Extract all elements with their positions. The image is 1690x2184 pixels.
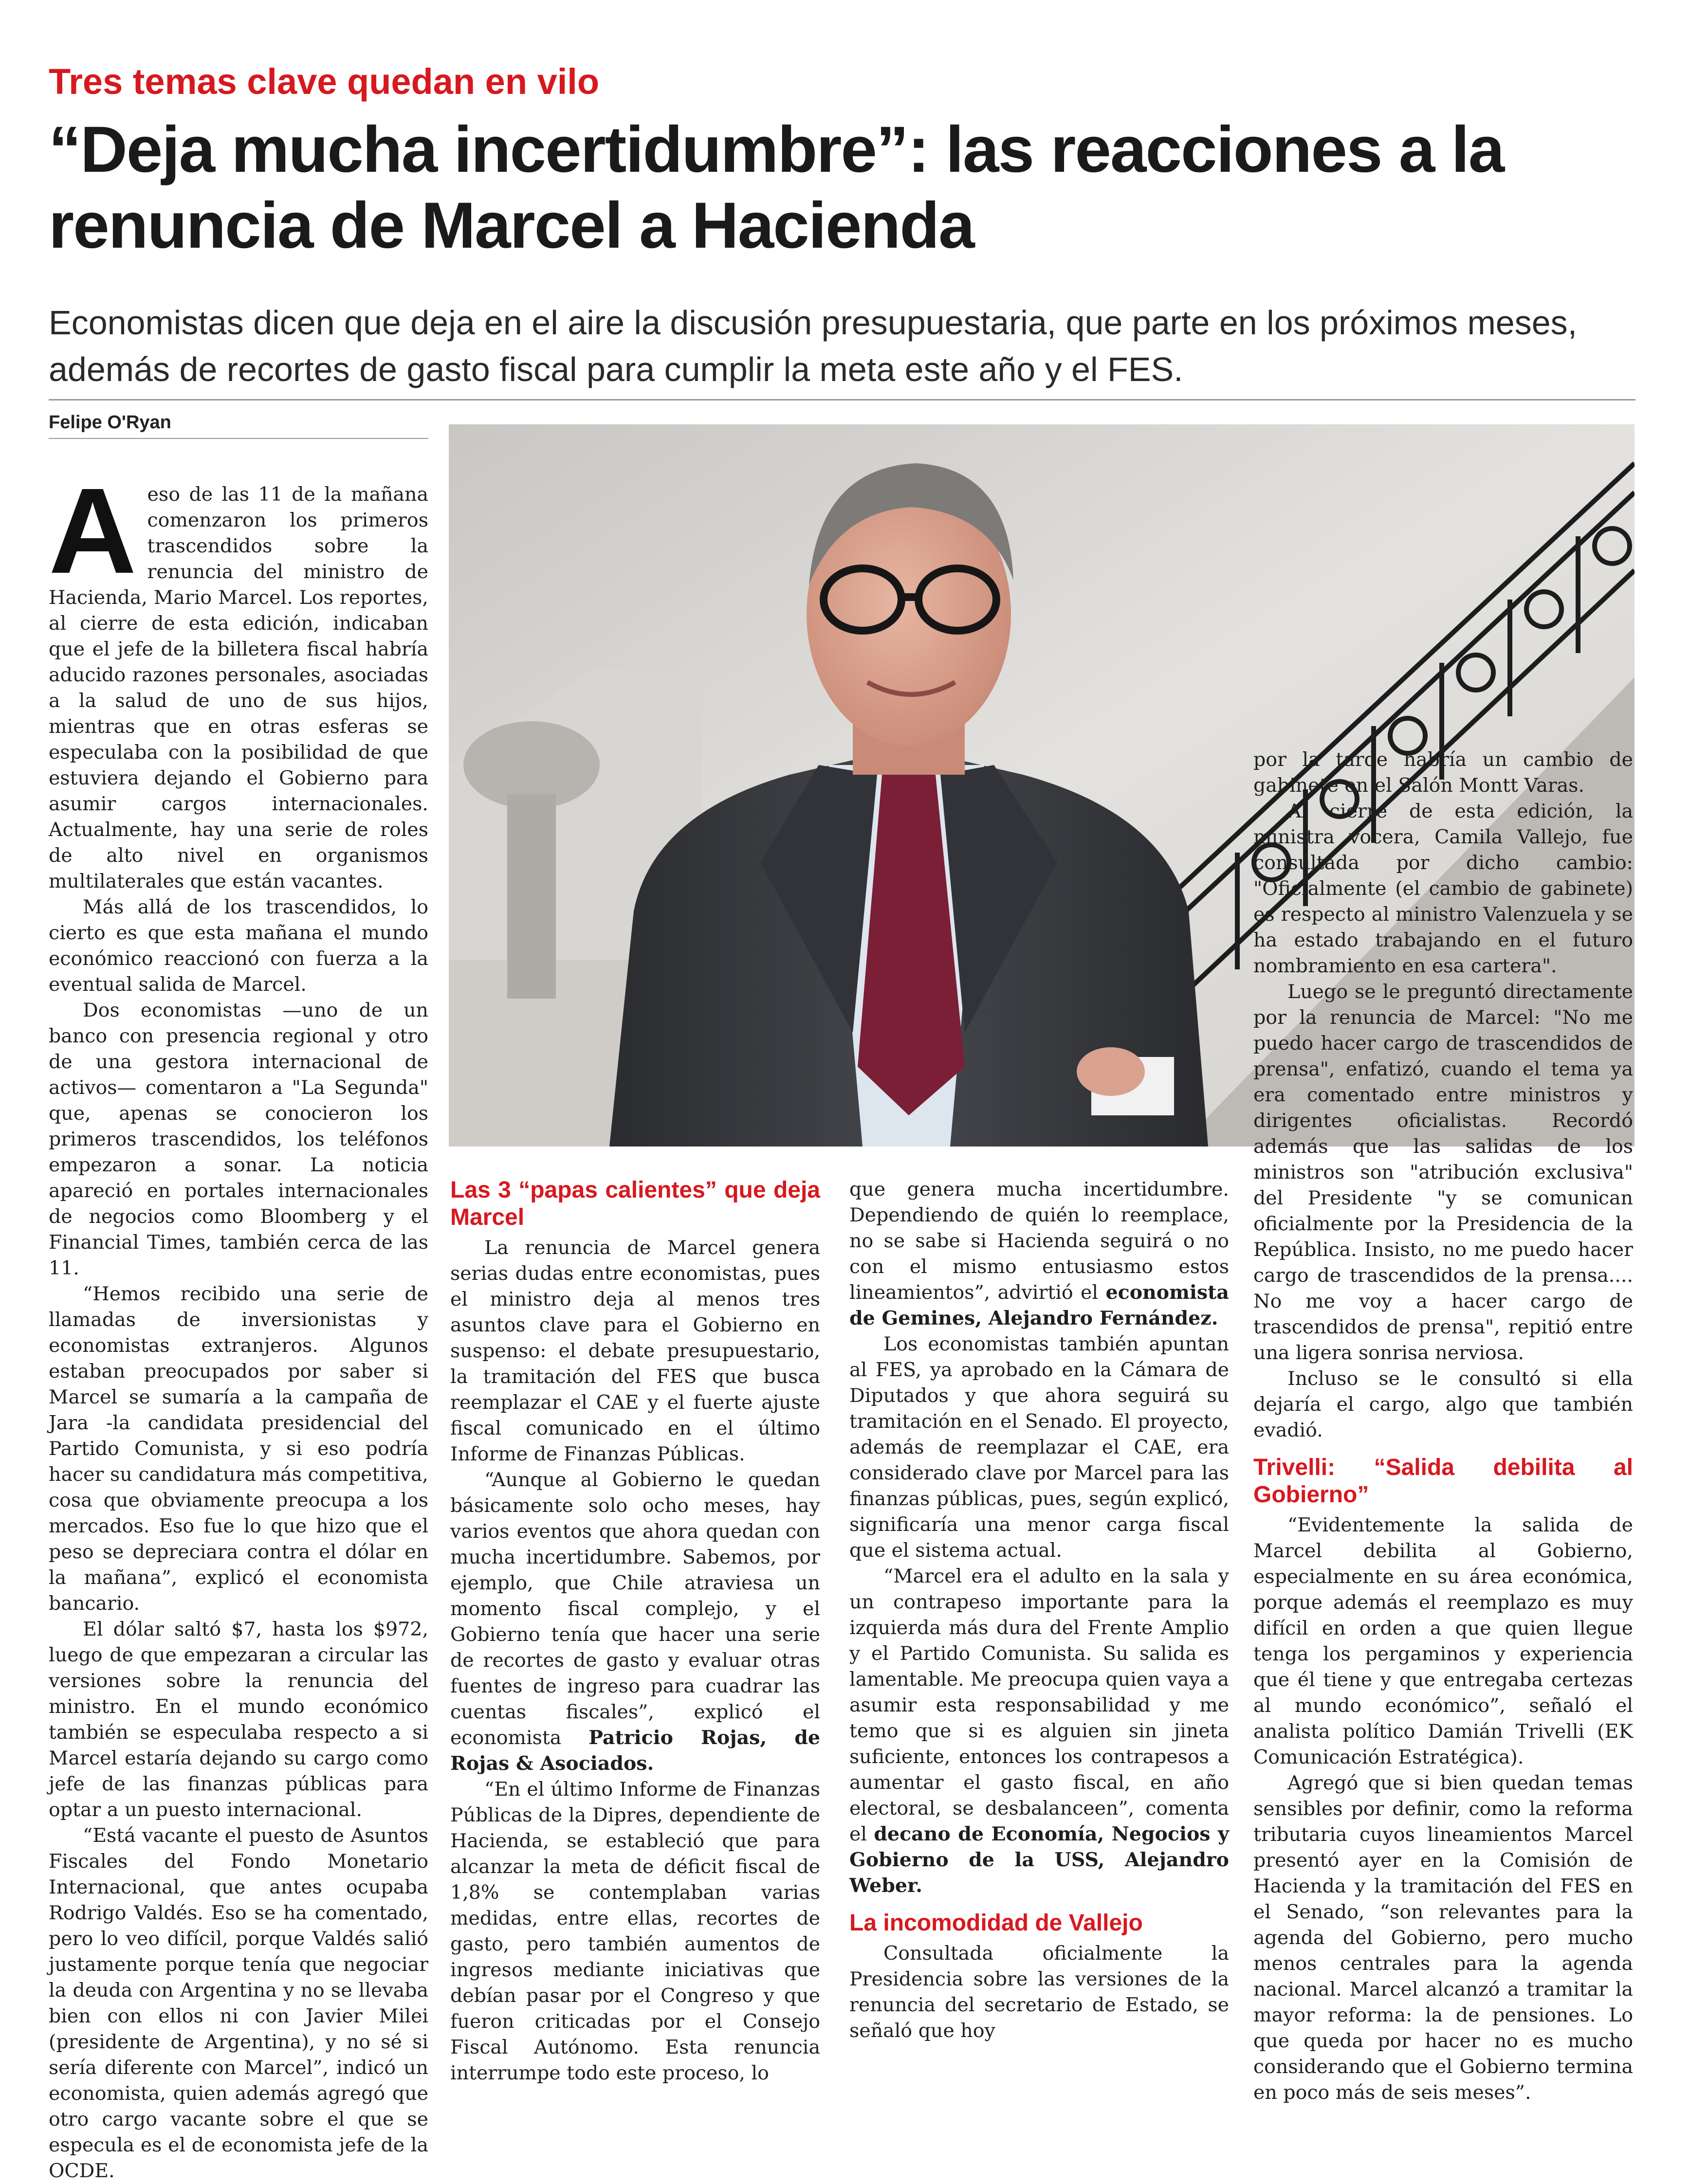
paragraph — [450, 1467, 820, 1777]
paragraph — [849, 1564, 1229, 1899]
paragraph: Agregó que si bien quedan temas sensibles por definir, como la reforma tributaria cuyos lineamientos Marcel presentó ayer en la Comisión de Hacienda y la tramitación del FES en el Senado, “son relevantes para la agenda del Gobierno, pero mucho menos centrales para la agenda nacional. Marcel alcanzó a tramitar la mayor reforma: la de pensiones. Lo que queda por hacer no es mucho considerando que el Gobierno termina en poco más de seis meses”. — [1253, 1772, 1633, 2104]
paragraph: Más allá de los trascendidos, lo cierto es que esta mañana el mundo económico reaccionó con fuerza a la eventual salida de Marcel. — [49, 896, 428, 996]
article-headline: “Deja mucha incertidumbre”: las reacciones a la renuncia de Marcel a Hacienda — [49, 113, 1504, 262]
article-column-2 — [450, 1177, 820, 2086]
paragraph: Incluso se le consultó si ella dejaría el cargo, algo que también evadió. — [1253, 1367, 1633, 1441]
byline-divider — [49, 438, 428, 439]
article-column-3 — [849, 1177, 1229, 2044]
source-name: decano de Economía, Negocios y Gobierno de la USS, Alejandro Weber. — [849, 1823, 1229, 1897]
paragraph: Dos economistas —uno de un banco con presencia regional y otro de una gestora internacional de activos— comentaron a "La Segunda" que, apenas se conocieron los primeros trascendidos, los teléfonos empezaron a sonar. La noticia apareció en portales internacionales de negocios como Bloomberg y el Financial Times, también cerca de las 11. — [49, 999, 428, 1279]
article-column-1 — [49, 463, 428, 2184]
paragraph: El dólar saltó $7, hasta los $972, luego de que empezaran a circular las versiones sobre la renuncia del ministro. En el mundo económico también se especulaba respecto a si Marcel estaría dejando su cargo como jefe de las finanzas públicas para optar a un puesto internacional. — [49, 1618, 428, 1821]
section-heading: La incomodidad de Vallejo — [849, 1910, 1143, 1936]
article-column-4 — [1253, 747, 1633, 2106]
paragraph: Los economistas también apuntan al FES, ya aprobado en la Cámara de Diputados y que ahora seguirá su tramitación en el Senado. El proyecto, además de reemplazar el CAE, era considerado clave por Marcel para las finanzas públicas, pues, según explicó, significaría una menor carga fiscal que el sistema actual. — [849, 1333, 1229, 1562]
paragraph — [849, 1177, 1229, 1331]
section-heading: Las 3 “papas calientes” que deja Marcel — [450, 1177, 820, 1230]
paragraph: La renuncia de Marcel genera serias dudas entre economistas, pues el ministro deja al menos tres asuntos clave para el Gobierno en suspenso: el debate presupuestario, la tramitación del FES que busca reemplazar el CAE y el fuerte ajuste fiscal comunicado en el último Informe de Finanzas Públicas. — [450, 1237, 820, 1465]
section-heading: Trivelli: “Salida debilita al Gobierno” — [1253, 1455, 1633, 1508]
byline: Felipe O'Ryan — [49, 412, 171, 433]
paragraph: “Está vacante el puesto de Asuntos Fiscales del Fondo Monetario Internacional, que antes ocupaba Rodrigo Valdés. Eso se ha comentado, pero lo veo difícil, porque Valdés salió justamente porque tenía que negociar la deuda con Argentina y no se llevaba bien con ellos ni con Javier Milei (presidente de Argentina), y no sé si sería diferente con Marcel”, indicó un economista, quien además agregó que otro cargo vacante sobre el que se especula es el de economista jefe de la OCDE. — [49, 1824, 428, 2182]
quote-text: “Aunque al Gobierno le quedan básicamente solo ocho meses, hay varios eventos que ahora quedan con mucha incertidumbre. Sabemos, por ejemplo, que Chile atraviesa un momento fiscal complejo, y el Gobierno tenía que hacer una serie de recortes de gasto y evaluar otras fuentes de ingreso para cuadrar las cuentas fiscales”, explicó el economista — [450, 1469, 820, 1749]
paragraph: “En el último Informe de Finanzas Públicas de la Dipres, dependiente de Hacienda, se estableció que para alcanzar la meta de déficit fiscal de 1,8% se contemplaban varias medidas, entre ellas, recortes de gasto, pero también aumentos de ingresos mediante iniciativas que debían pasar por el Congreso y que fueron criticadas por el Consejo Fiscal Autónomo. Esta renuncia interrumpe todo este proceso, lo — [450, 1778, 820, 2084]
paragraph: Al cierre de esta edición, la ministra vocera, Camila Vallejo, fue consultada por dicho cambio: "Oficialmente (el cambio de gabinete) es respecto al ministro Valenzuela y se ha estado trabajando en el futuro nombramiento en esa cartera". — [1253, 800, 1633, 977]
paragraph: “Evidentemente la salida de Marcel debilita al Gobierno, especialmente en su área económica, porque además el reemplazo es muy difícil en orden a que quien llegue tenga los pergaminos y experiencia que él tiene y que entregaba certezas al mundo económico”, señaló el analista político Damián Trivelli (EK Comunicación Estratégica). — [1253, 1514, 1633, 1768]
paragraph: Luego se le preguntó directamente por la renuncia de Marcel: "No me puedo hacer cargo de trascendidos de prensa", enfatizó, cuando el tema ya era comentado entre ministros y dirigentes oficialistas. Recordó además que las salidas de los ministros son "atribución exclusiva" del Presidente "y se comunican oficialmente por la Presidencia de la República. Insisto, no me puedo hacer cargo de trascendidos de la prensa.... No me voy a hacer cargo de trascendidos de prensa", repitió entre una ligera sonrisa nerviosa. — [1253, 981, 1633, 1364]
source-name: Patricio Rojas, de Rojas & Asociados. — [450, 1727, 820, 1775]
paragraph: “Hemos recibido una serie de llamadas de inversionistas y economistas extranjeros. Algunos estaban preocupados por saber si Marcel se sumaría a la campaña de Jara -la candidata presidencial del Partido Comunista, y si eso podría hacer su candidatura más competitiva, cosa que obviamente preocupa a los mercados. Eso fue lo que hizo que el peso se depreciara contra el dólar en la mañana”, explicó el economista bancario. — [49, 1283, 428, 1615]
article-kicker: Tres temas clave quedan en vilo — [49, 61, 600, 102]
quote-text: “Marcel era el adulto en la sala y un contrapeso importante para la izquierda más dura del Frente Amplio y el Partido Comunista. Su salida es lamentable. Me preocupa quien vaya a asumir esta responsabilidad y me temo que si es alguien sin jineta suficiente, entonces los contrapesos a aumentar el gasto fiscal, en año electoral, se desbalanceen”, comenta el — [849, 1565, 1229, 1845]
source-name: economista de Gemines, Alejandro Fernández. — [849, 1281, 1229, 1329]
paragraph: eso de las 11 de la mañana comenzaron los primeros trascendidos sobre la renuncia del ministro de Hacienda, Mario Marcel. Los reportes, al cierre de esta edición, indicaban que el jefe de la billetera fiscal habría aducido razones personales, asociadas a la salud de uno de sus hijos, mientras que en otras esferas se especulaba con la posibilidad de que estuviera dejando el Gobierno para asumir cargos internacionales. Actualmente, hay una serie de roles de alto nivel en organismos multilaterales que están vacantes. — [49, 483, 428, 892]
paragraph: Consultada oficialmente la Presidencia sobre las versiones de la renuncia del secretario de Estado, se señaló que hoy — [849, 1942, 1229, 2042]
header-divider — [49, 399, 1635, 400]
article-subhead: Economistas dicen que deja en el aire la discusión presupuestaria, que parte en los próximos meses, además de recortes de gasto fiscal para cumplir la meta este año y el FES. — [49, 304, 1578, 388]
drop-cap: A — [49, 463, 137, 599]
quote-text: que genera mucha incertidumbre. Dependiendo de quién lo reemplace, no se sabe si Hacienda seguirá o no con el mismo entusiasmo estos lineamientos”, advirtió el — [849, 1178, 1229, 1304]
paragraph: por la tarde habría un cambio de gabinete en el Salón Montt Varas. — [1253, 748, 1633, 797]
